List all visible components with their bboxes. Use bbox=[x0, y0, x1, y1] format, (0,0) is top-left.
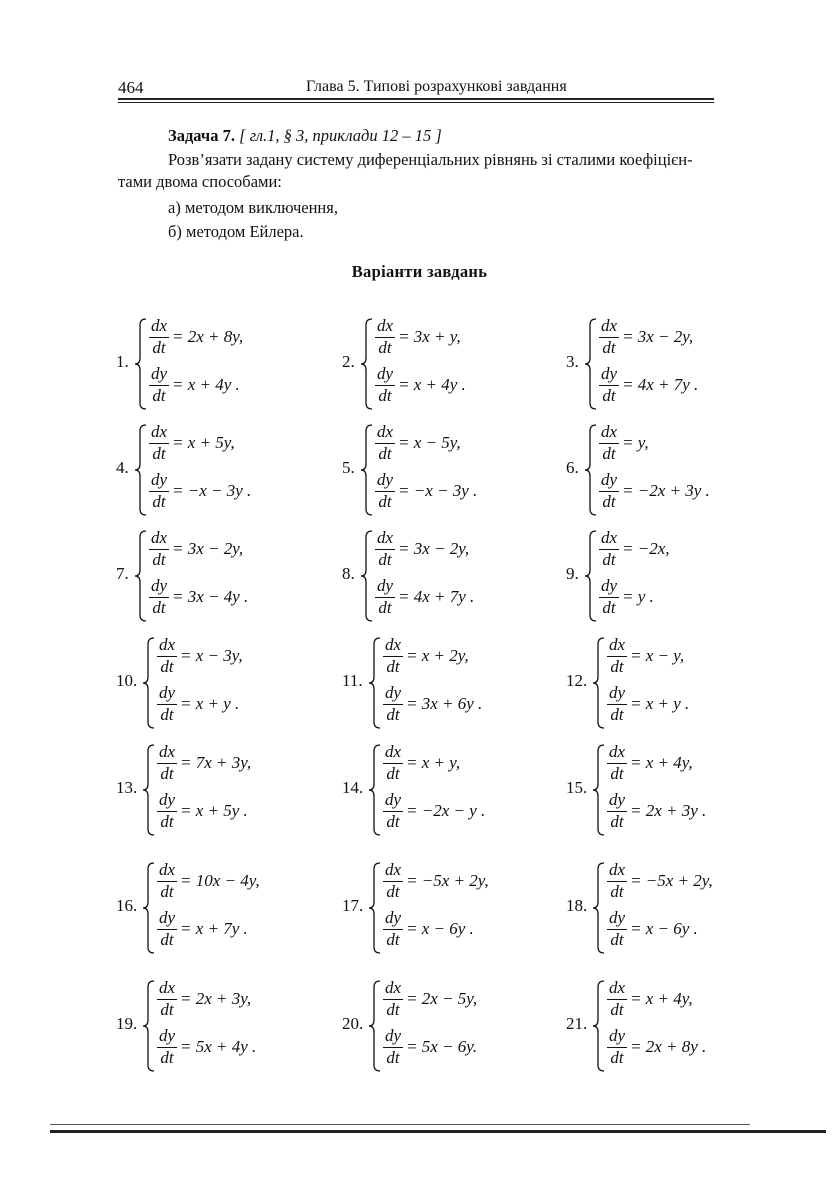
equation-system bbox=[566, 858, 786, 958]
fraction-numerator: dx bbox=[384, 635, 402, 654]
equation-rhs: = x + 4y . bbox=[398, 375, 466, 394]
method-b: б) методом Ейлера. bbox=[168, 222, 304, 241]
fraction-denominator: dt bbox=[160, 657, 174, 676]
fraction-numerator: dy bbox=[376, 470, 394, 489]
fraction-numerator: dy bbox=[600, 364, 618, 383]
equation-rhs: = −2x + 3y . bbox=[622, 481, 710, 500]
system-number: 4. bbox=[116, 458, 129, 477]
equation-system bbox=[342, 858, 562, 958]
task-text-line-1: Розв’язати задану систему диференціальних рівнянь зі сталими коефіцієн- bbox=[168, 150, 693, 169]
system-number: 17. bbox=[342, 896, 364, 915]
system-number: 15. bbox=[566, 778, 588, 797]
system-number: 12. bbox=[566, 671, 588, 690]
equation-system bbox=[342, 633, 562, 733]
equation-system bbox=[116, 633, 336, 733]
task-title: Задача 7. bbox=[168, 126, 235, 145]
fraction-denominator: dt bbox=[152, 550, 166, 569]
equation-system bbox=[342, 976, 562, 1076]
equation-rhs: = x + 5y . bbox=[180, 801, 248, 820]
equation-rhs: = 10x − 4y, bbox=[180, 871, 260, 890]
equation-rhs: = x + y, bbox=[406, 753, 461, 772]
fraction-numerator: dy bbox=[384, 683, 402, 702]
fraction-denominator: dt bbox=[152, 492, 166, 511]
equation-system bbox=[566, 526, 786, 626]
fraction-denominator: dt bbox=[602, 338, 616, 357]
system-number: 1. bbox=[116, 352, 129, 371]
fraction-numerator: dy bbox=[150, 576, 168, 595]
header-rule bbox=[118, 98, 714, 100]
fraction-denominator: dt bbox=[386, 882, 400, 901]
equation-rhs: = 2x + 3y, bbox=[180, 989, 252, 1008]
system-number: 18. bbox=[566, 896, 588, 915]
system-number: 3. bbox=[566, 352, 579, 371]
fraction-denominator: dt bbox=[152, 598, 166, 617]
fraction-numerator: dy bbox=[158, 908, 176, 927]
footer-rule bbox=[50, 1130, 826, 1133]
equation-rhs: = 3x − 4y . bbox=[172, 587, 249, 606]
task-reference: [ гл.1, § 3, приклади 12 – 15 ] bbox=[239, 126, 442, 145]
system-number: 19. bbox=[116, 1014, 138, 1033]
fraction-denominator: dt bbox=[378, 386, 392, 405]
fraction-denominator: dt bbox=[160, 812, 174, 831]
equation-rhs: = 7x + 3y, bbox=[180, 753, 252, 772]
equation-rhs: = x + 7y . bbox=[180, 919, 248, 938]
chapter-title: Глава 5. Типові розрахункові завдання bbox=[306, 78, 567, 95]
task-heading bbox=[168, 124, 442, 148]
fraction-denominator: dt bbox=[610, 812, 624, 831]
equation-rhs: = 2x + 3y . bbox=[630, 801, 707, 820]
fraction-numerator: dx bbox=[158, 635, 176, 654]
equation-system bbox=[116, 976, 336, 1076]
page-number: 464 bbox=[118, 78, 144, 97]
system-number: 6. bbox=[566, 458, 579, 477]
equation-rhs: = x + y . bbox=[630, 694, 690, 713]
fraction-numerator: dx bbox=[600, 528, 618, 547]
equation-rhs: = 2x + 8y . bbox=[630, 1037, 707, 1056]
equation-rhs: = x + 5y, bbox=[172, 433, 235, 452]
fraction-numerator: dy bbox=[376, 576, 394, 595]
variants-heading: Варіанти завдань bbox=[351, 262, 488, 281]
equation-rhs: = x + 4y, bbox=[630, 753, 693, 772]
system-number: 9. bbox=[566, 564, 579, 583]
fraction-denominator: dt bbox=[378, 338, 392, 357]
fraction-denominator: dt bbox=[386, 657, 400, 676]
equation-rhs: = x + 2y, bbox=[406, 646, 469, 665]
fraction-numerator: dx bbox=[600, 422, 618, 441]
fraction-numerator: dy bbox=[384, 908, 402, 927]
fraction-denominator: dt bbox=[152, 338, 166, 357]
equation-system bbox=[342, 314, 562, 414]
fraction-numerator: dy bbox=[150, 364, 168, 383]
fraction-denominator: dt bbox=[152, 386, 166, 405]
fraction-numerator: dy bbox=[608, 1026, 626, 1045]
fraction-numerator: dx bbox=[376, 422, 394, 441]
fraction-denominator: dt bbox=[160, 1048, 174, 1067]
fraction-denominator: dt bbox=[152, 444, 166, 463]
equation-rhs: = −x − 3y . bbox=[172, 481, 252, 500]
fraction-denominator: dt bbox=[160, 705, 174, 724]
fraction-denominator: dt bbox=[610, 1048, 624, 1067]
equation-rhs: = 3x + y, bbox=[398, 327, 461, 346]
equation-rhs: = x − 6y . bbox=[406, 919, 474, 938]
fraction-denominator: dt bbox=[602, 492, 616, 511]
equation-rhs: = −x − 3y . bbox=[398, 481, 478, 500]
fraction-numerator: dx bbox=[384, 860, 402, 879]
equation-rhs: = x − y, bbox=[630, 646, 685, 665]
system-number: 5. bbox=[342, 458, 355, 477]
fraction-numerator: dx bbox=[376, 316, 394, 335]
equation-rhs: = x + y . bbox=[180, 694, 240, 713]
header-rule-thin bbox=[118, 102, 714, 103]
equation-system bbox=[566, 420, 786, 520]
equation-rhs: = 5x + 4y . bbox=[180, 1037, 257, 1056]
equation-system bbox=[116, 526, 336, 626]
fraction-numerator: dy bbox=[608, 683, 626, 702]
equation-rhs: = x + 4y, bbox=[630, 989, 693, 1008]
system-number: 7. bbox=[116, 564, 129, 583]
fraction-numerator: dx bbox=[608, 742, 626, 761]
fraction-numerator: dx bbox=[150, 422, 168, 441]
equation-rhs: = x + 4y . bbox=[172, 375, 240, 394]
fraction-denominator: dt bbox=[386, 1000, 400, 1019]
fraction-numerator: dy bbox=[600, 576, 618, 595]
equation-rhs: = −5x + 2y, bbox=[406, 871, 489, 890]
fraction-denominator: dt bbox=[602, 444, 616, 463]
fraction-numerator: dx bbox=[376, 528, 394, 547]
fraction-numerator: dx bbox=[608, 635, 626, 654]
fraction-numerator: dy bbox=[150, 470, 168, 489]
fraction-denominator: dt bbox=[160, 882, 174, 901]
fraction-denominator: dt bbox=[602, 598, 616, 617]
system-number: 11. bbox=[342, 671, 363, 690]
fraction-denominator: dt bbox=[610, 764, 624, 783]
fraction-denominator: dt bbox=[378, 492, 392, 511]
fraction-numerator: dy bbox=[608, 908, 626, 927]
system-number: 8. bbox=[342, 564, 355, 583]
equation-rhs: = 3x − 2y, bbox=[622, 327, 694, 346]
equation-rhs: = 4x + 7y . bbox=[398, 587, 475, 606]
fraction-numerator: dx bbox=[608, 860, 626, 879]
fraction-denominator: dt bbox=[610, 705, 624, 724]
system-number: 13. bbox=[116, 778, 138, 797]
equation-system bbox=[342, 526, 562, 626]
equation-rhs: = x − 5y, bbox=[398, 433, 461, 452]
equation-system bbox=[342, 740, 562, 840]
equation-system bbox=[566, 740, 786, 840]
fraction-denominator: dt bbox=[160, 764, 174, 783]
fraction-numerator: dy bbox=[608, 790, 626, 809]
equation-rhs: = −2x, bbox=[622, 539, 670, 558]
fraction-denominator: dt bbox=[610, 657, 624, 676]
equation-rhs: = −2x − y . bbox=[406, 801, 486, 820]
fraction-numerator: dx bbox=[150, 316, 168, 335]
fraction-numerator: dy bbox=[158, 790, 176, 809]
equation-system bbox=[116, 858, 336, 958]
fraction-denominator: dt bbox=[386, 764, 400, 783]
fraction-numerator: dy bbox=[376, 364, 394, 383]
equation-rhs: = 2x − 5y, bbox=[406, 989, 478, 1008]
equation-rhs: = −5x + 2y, bbox=[630, 871, 713, 890]
fraction-denominator: dt bbox=[386, 705, 400, 724]
fraction-denominator: dt bbox=[610, 1000, 624, 1019]
equation-system bbox=[566, 633, 786, 733]
equation-system bbox=[116, 314, 336, 414]
equation-system bbox=[116, 740, 336, 840]
fraction-numerator: dy bbox=[158, 1026, 176, 1045]
equation-rhs: = 5x − 6y. bbox=[406, 1037, 478, 1056]
fraction-numerator: dx bbox=[158, 978, 176, 997]
fraction-denominator: dt bbox=[602, 550, 616, 569]
equation-system bbox=[566, 976, 786, 1076]
running-header bbox=[118, 76, 714, 98]
equation-rhs: = y . bbox=[622, 587, 654, 606]
system-number: 2. bbox=[342, 352, 355, 371]
equation-system bbox=[566, 314, 786, 414]
system-number: 14. bbox=[342, 778, 364, 797]
footer-rule-thin bbox=[50, 1124, 750, 1125]
task-text-line-2: тами двома способами: bbox=[118, 172, 282, 191]
system-number: 21. bbox=[566, 1014, 588, 1033]
equation-system bbox=[342, 420, 562, 520]
system-number: 20. bbox=[342, 1014, 364, 1033]
equation-system bbox=[116, 420, 336, 520]
equation-rhs: = 2x + 8y, bbox=[172, 327, 244, 346]
fraction-numerator: dy bbox=[384, 790, 402, 809]
fraction-denominator: dt bbox=[386, 1048, 400, 1067]
equation-rhs: = x − 6y . bbox=[630, 919, 698, 938]
equation-rhs: = 3x − 2y, bbox=[398, 539, 470, 558]
fraction-numerator: dx bbox=[384, 742, 402, 761]
fraction-denominator: dt bbox=[160, 1000, 174, 1019]
fraction-numerator: dx bbox=[600, 316, 618, 335]
fraction-numerator: dy bbox=[600, 470, 618, 489]
fraction-denominator: dt bbox=[610, 930, 624, 949]
equation-rhs: = 3x − 2y, bbox=[172, 539, 244, 558]
fraction-denominator: dt bbox=[160, 930, 174, 949]
equation-rhs: = 4x + 7y . bbox=[622, 375, 699, 394]
fraction-denominator: dt bbox=[602, 386, 616, 405]
fraction-denominator: dt bbox=[386, 812, 400, 831]
fraction-denominator: dt bbox=[610, 882, 624, 901]
fraction-numerator: dy bbox=[158, 683, 176, 702]
equation-rhs: = x − 3y, bbox=[180, 646, 243, 665]
fraction-numerator: dx bbox=[384, 978, 402, 997]
fraction-numerator: dx bbox=[158, 860, 176, 879]
fraction-denominator: dt bbox=[378, 550, 392, 569]
fraction-numerator: dy bbox=[384, 1026, 402, 1045]
fraction-denominator: dt bbox=[378, 444, 392, 463]
system-number: 10. bbox=[116, 671, 138, 690]
fraction-denominator: dt bbox=[378, 598, 392, 617]
fraction-numerator: dx bbox=[158, 742, 176, 761]
equation-rhs: = y, bbox=[622, 433, 649, 452]
method-a: а) методом виключення, bbox=[168, 198, 338, 217]
fraction-numerator: dx bbox=[608, 978, 626, 997]
equation-rhs: = 3x + 6y . bbox=[406, 694, 483, 713]
fraction-denominator: dt bbox=[386, 930, 400, 949]
system-number: 16. bbox=[116, 896, 138, 915]
fraction-numerator: dx bbox=[150, 528, 168, 547]
